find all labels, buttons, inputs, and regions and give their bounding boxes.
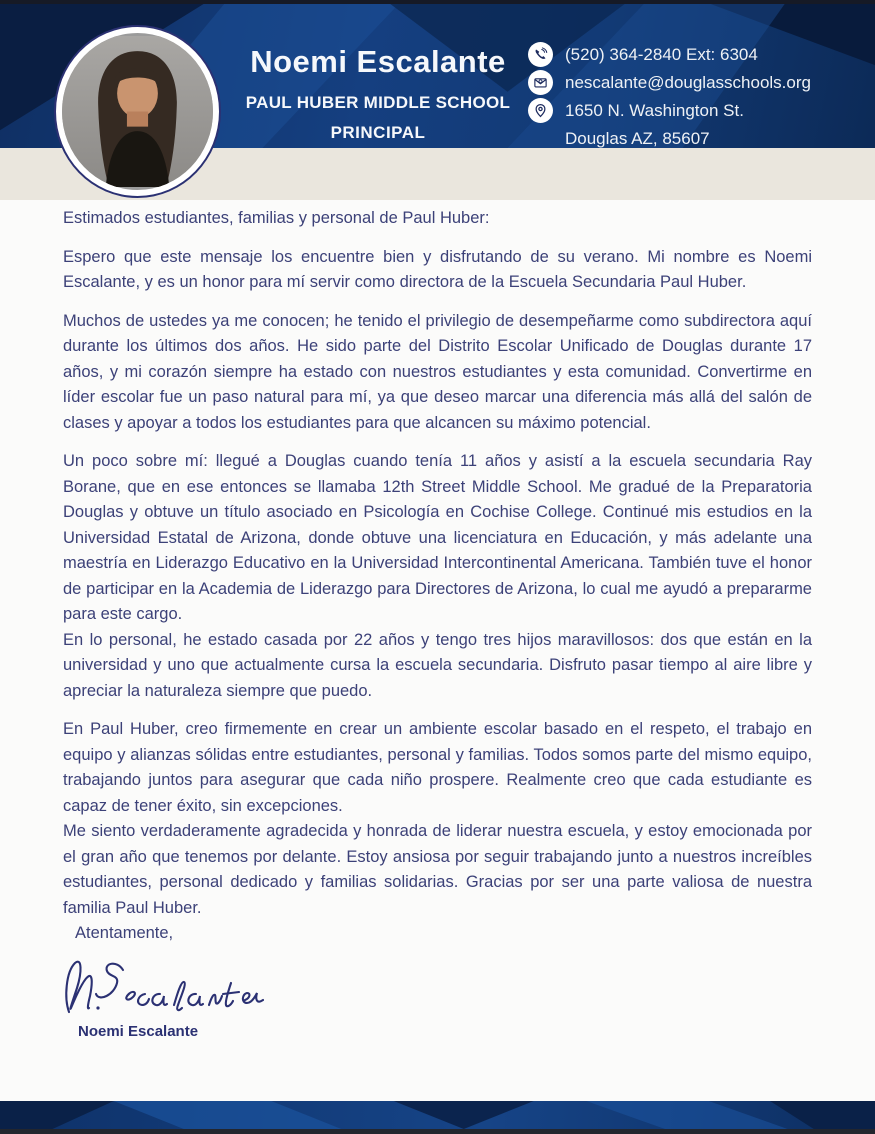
email-icon [528, 70, 553, 95]
closing-salutation: Atentamente, [75, 924, 174, 942]
address-line-1: 1650 N. Washington St. [565, 100, 744, 120]
header-identity-block [228, 44, 528, 143]
paragraph-group [63, 309, 812, 437]
paragraph: En lo personal, he estado casada por 22 años y tengo tres hijos maravillosos: dos que están en la universidad y uno que actualmente cursa la escuela secundaria. Disfruto pasar tiempo al aire libre y apreciar la naturaleza siempre que puedo. [63, 630, 812, 700]
phone-number: (520) 364-2840 Ext: 6304 [565, 44, 758, 64]
paragraph: Espero que este mensaje los encuentre bien y disfrutando de su verano. Mi nombre es Noemi Escalante, y es un honor para mí servir como directora de la Escuela Secundaria Paul Huber. [63, 247, 812, 291]
address-row-2 [528, 126, 811, 151]
contact-info-block [528, 42, 811, 154]
top-border-strip [0, 0, 875, 4]
location-pin-icon [528, 98, 553, 123]
job-title: PRINCIPAL [330, 123, 426, 142]
bottom-border-strip [0, 1129, 875, 1134]
phone-row [528, 42, 811, 67]
phone-icon [528, 42, 553, 67]
email-row [528, 70, 811, 95]
paragraph: Muchos de ustedes ya me conocen; he tenido el privilegio de desempeñarme como subdirectora aquí durante los últimos dos años. He sido parte del Distrito Escolar Unificado de Douglas durante 17 años, y mi corazón siempre ha estado con nuestros estudiantes y esta comunidad. Convertirme en líder escolar fue un paso natural para mí, ya que deseo marcar una diferencia más allá del salón de clases y apoyar a todos los estudiantes para que alcancen su máximo potencial. [63, 311, 812, 432]
principal-name-heading: Noemi Escalante [250, 44, 506, 79]
letter-body [63, 200, 812, 1044]
paragraph-group [63, 245, 812, 296]
principal-portrait-photo [56, 27, 219, 196]
paragraph-group [63, 717, 812, 921]
footer-banner [0, 1101, 875, 1129]
handwritten-signature [59, 955, 264, 1019]
address-line-2: Douglas AZ, 85607 [565, 128, 710, 148]
school-name: PAUL HUBER MIDDLE SCHOOL [245, 93, 511, 112]
salutation: Estimados estudiantes, familias y personal de Paul Huber: [63, 209, 490, 227]
paragraph: Me siento verdaderamente agradecida y honrada de liderar nuestra escuela, y estoy emocionada por el gran año que tenemos por delante. Estoy ansiosa por seguir trabajando junto a nuestros increíbles estudiantes, personal dedicado y familias solidarias. Gracias por ser una parte valiosa de nuestra familia Paul Huber. [63, 822, 812, 917]
paragraph: Un poco sobre mí: llegué a Douglas cuando tenía 11 años y asistí a la escuela secundaria Ray Borane, que en ese entonces se llamaba 12th Street Middle School. Me gradué de la Preparatoria Douglas y obtuve un título asociado en Psicología en Cochise College. Continué mis estudios en la Universidad Estatal de Arizona, donde obtuve una licenciatura en Educación, y más adelante una maestría en Liderazgo Educativo en la Universidad Intercontinental Americana. También tuve el honor de participar en la Academia de Liderazgo para Directores de Arizona, lo cual me ayudó a prepararme para este cargo. [63, 452, 812, 623]
signer-printed-name: Noemi Escalante [78, 1022, 199, 1040]
email-address: nescalante@douglasschools.org [565, 72, 811, 92]
paragraph: En Paul Huber, creo firmemente en crear un ambiente escolar basado en el respeto, el trabajo en equipo y alianzas sólidas entre estudiantes, personal y familias. Todos somos parte del mismo equipo, trabajando juntos para asegurar que cada niño prospere. Realmente creo que cada estudiante es capaz de tener éxito, sin excepciones. [63, 720, 812, 815]
address-row [528, 98, 811, 123]
person-silhouette-icon [62, 33, 213, 190]
paragraph-group [63, 449, 812, 704]
